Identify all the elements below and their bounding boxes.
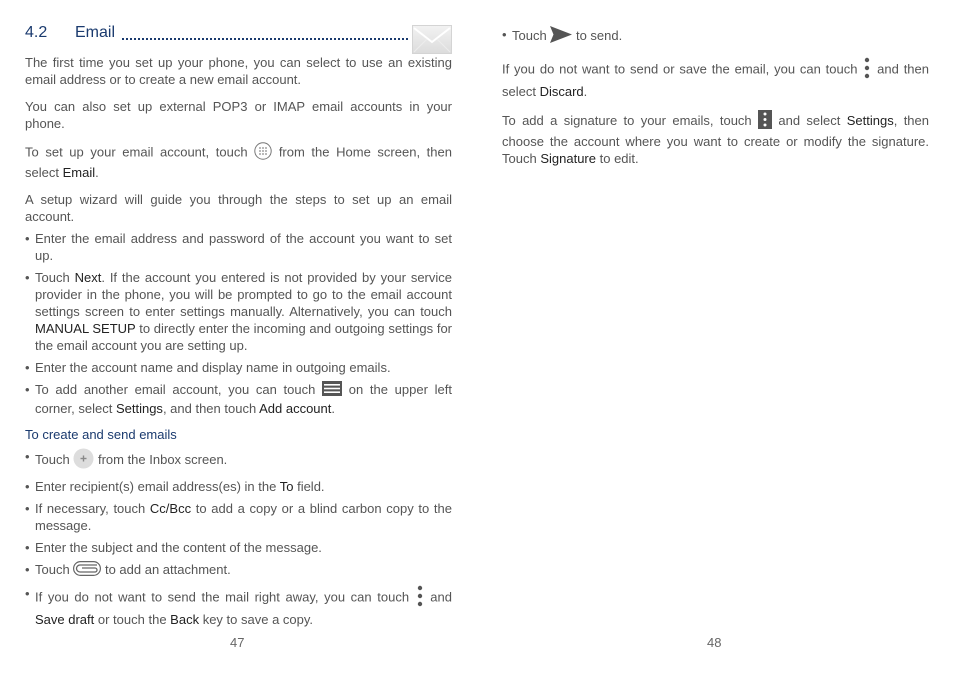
- text: Touch: [35, 562, 70, 577]
- keyword-discard: Discard: [539, 84, 584, 99]
- text: To add another email account, you can touch: [35, 382, 316, 397]
- text: Touch: [35, 451, 70, 467]
- keyword-settings: Settings: [846, 112, 894, 128]
- right-page: [502, 0, 929, 678]
- text: Touch: [35, 270, 70, 285]
- keyword-to: To: [279, 479, 294, 494]
- keyword-back: Back: [170, 612, 200, 628]
- page-number-left: 47: [230, 635, 245, 650]
- text: key to save a copy.: [202, 612, 314, 628]
- text: field.: [297, 479, 325, 494]
- text: To add a signature to your emails, touch: [502, 112, 752, 128]
- more-vertical-icon: [862, 57, 872, 83]
- heading-leader-dots: [122, 38, 408, 40]
- paragraph-discard: [502, 57, 929, 100]
- list-item: [25, 478, 452, 495]
- section-heading: [25, 22, 452, 54]
- left-page: [25, 0, 452, 678]
- text: . If the account you entered is not provided by your service provider in the phone, you will be prompted to go to the email account settings screen to enter settings manually. Alternatively, you can touch: [35, 270, 452, 319]
- text: to add a copy or a blind carbon copy to the message.: [35, 501, 452, 533]
- paragraph-first-setup: The first time you set up your phone, you can select to use an existing email address or to create a new email account.: [25, 55, 452, 87]
- envelope-icon: [412, 25, 452, 54]
- more-vertical-icon: [415, 585, 425, 611]
- paragraph-external-accounts: You can also set up external POP3 or IMAP email accounts in your phone.: [25, 99, 452, 131]
- text: from the Home screen, then select: [25, 144, 452, 180]
- list-item: [25, 585, 452, 628]
- list-item: [25, 448, 452, 473]
- create-send-section: [25, 426, 452, 633]
- text: and then select: [502, 61, 929, 99]
- keyword-email: Email: [62, 165, 96, 180]
- page-number-right: 48: [707, 635, 722, 650]
- keyword-manual-setup: MANUAL SETUP: [35, 321, 136, 336]
- app-drawer-icon: [254, 142, 272, 164]
- paperclip-icon: [73, 561, 101, 580]
- list-item: [25, 500, 452, 534]
- email-intro: [25, 54, 452, 422]
- text: on the upper left corner, select: [35, 382, 452, 417]
- text: , and then touch: [162, 401, 257, 417]
- text: If you do not want to send the mail right away, you can touch: [35, 589, 410, 605]
- list-item: [502, 26, 929, 47]
- keyword-signature: Signature: [540, 151, 596, 166]
- section-number: 4.2: [25, 24, 48, 41]
- more-vertical-icon: [758, 110, 772, 133]
- text: To set up your email account, touch: [25, 144, 248, 160]
- send-list: [502, 26, 929, 47]
- text: or touch the: [97, 612, 167, 628]
- text: If you do not want to send or save the email, you can touch: [502, 61, 858, 77]
- keyword-add-account: Add account: [259, 401, 332, 417]
- paragraph-signature: [502, 110, 929, 167]
- list-item: • Enter the subject and the content of the message.: [25, 539, 452, 556]
- text: .: [95, 165, 99, 180]
- text: , then choose the account where you want to create or modify the signature. Touch: [502, 112, 929, 166]
- paragraph-setup-wizard: A setup wizard will guide you through the steps to set up an email account.: [25, 192, 452, 224]
- text: If necessary, touch: [35, 501, 146, 516]
- text: from the Inbox screen.: [97, 451, 228, 467]
- subheading-create-send: To create and send emails: [25, 427, 177, 442]
- list-item: [25, 381, 452, 417]
- paragraph-setup-account: [25, 142, 452, 181]
- text: to send.: [575, 27, 623, 43]
- compose-plus-icon: [73, 448, 94, 473]
- keyword-cc-bcc: Cc/Bcc: [149, 501, 192, 516]
- setup-steps-list: [25, 230, 452, 417]
- text: and: [430, 589, 452, 605]
- section-title: Email: [75, 24, 116, 41]
- keyword-next: Next: [74, 270, 102, 285]
- create-send-list: [25, 448, 452, 628]
- text: and select: [778, 112, 841, 128]
- list-item: • Enter the email address and password of the account you want to set up.: [25, 230, 452, 264]
- text: .: [583, 84, 588, 99]
- keyword-save-draft: Save draft: [35, 612, 95, 628]
- list-item: • Enter the account name and display name in outgoing emails.: [25, 359, 452, 376]
- text: to directly enter the incoming and outgoing settings for the email account you are setting up.: [35, 321, 452, 353]
- keyword-settings: Settings: [115, 401, 163, 417]
- list-item: [25, 561, 452, 580]
- text: to edit.: [599, 151, 639, 166]
- right-page-content: [502, 26, 929, 177]
- text: .: [331, 401, 335, 417]
- send-arrow-icon: [550, 26, 572, 47]
- text: to add an attachment.: [104, 562, 231, 577]
- text: Touch: [512, 27, 547, 43]
- list-item: [25, 269, 452, 354]
- hamburger-menu-icon: [322, 381, 342, 400]
- text: Enter recipient(s) email address(es) in the: [35, 479, 277, 494]
